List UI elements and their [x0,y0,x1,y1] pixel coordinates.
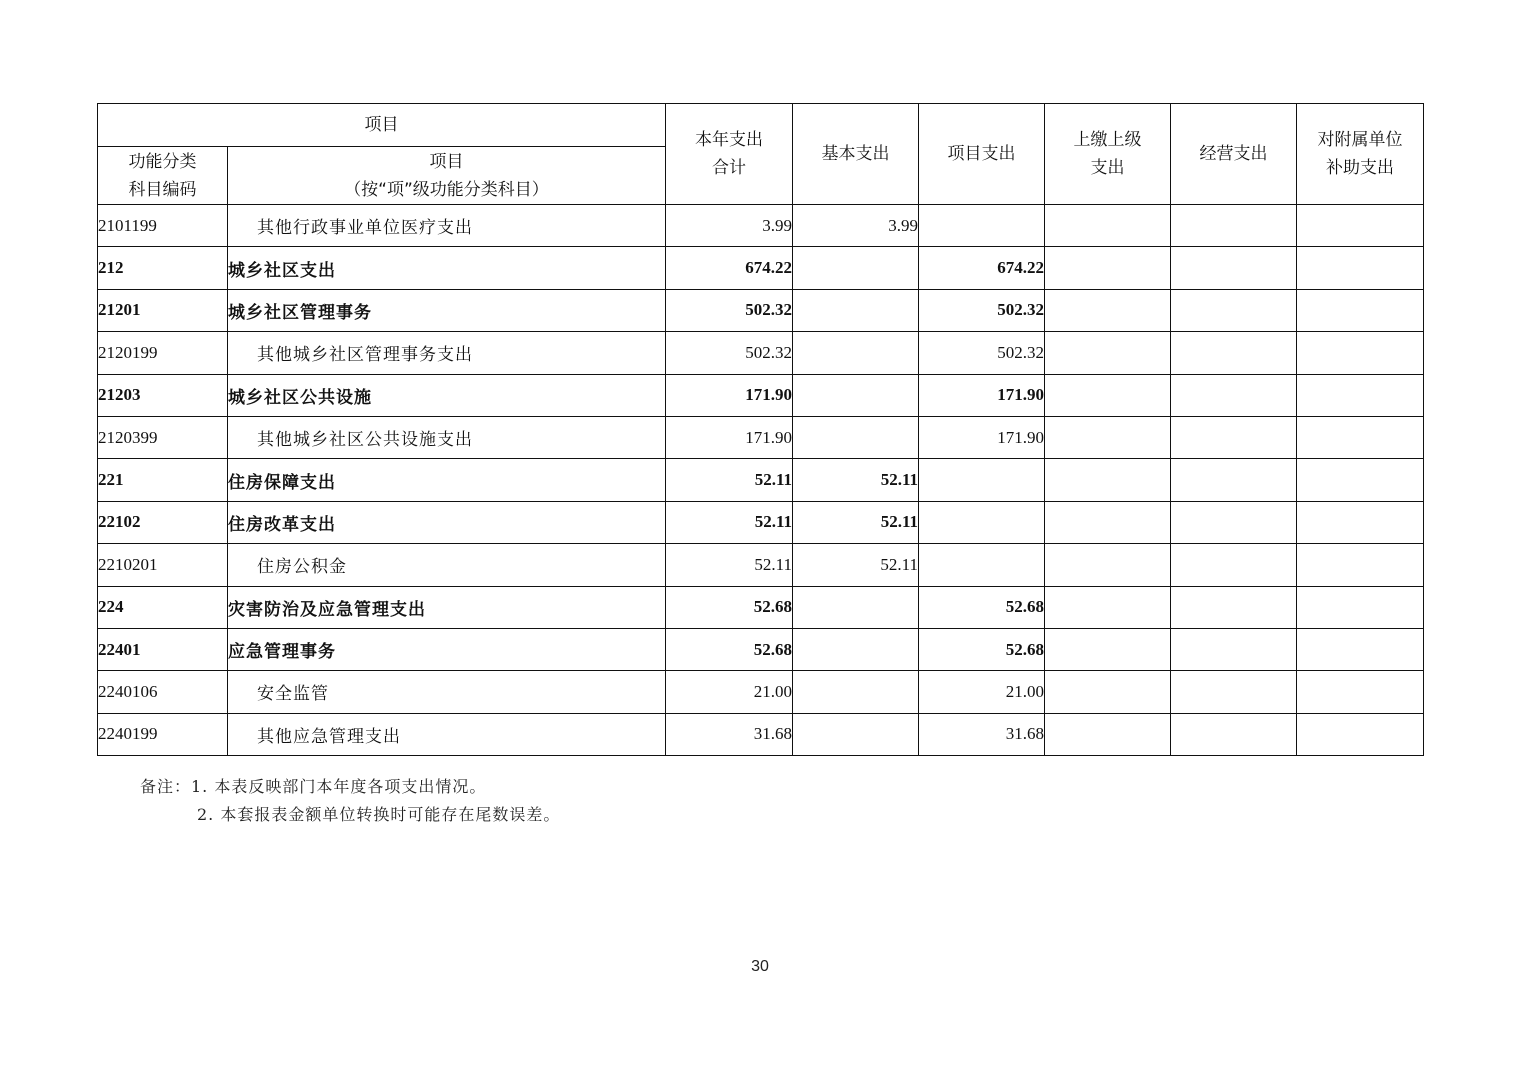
cell-total: 52.11 [666,459,793,501]
cell-basic [793,374,919,416]
cell-code: 21201 [98,289,228,331]
cell-remit [1045,501,1171,543]
cell-basic: 52.11 [793,544,919,586]
table-body [98,205,1424,756]
table-row [98,586,1424,628]
cell-name: 其他城乡社区管理事务支出 [228,332,666,374]
cell-operating [1171,374,1297,416]
cell-operating [1171,459,1297,501]
cell-name: 住房公积金 [228,544,666,586]
cell-code: 22401 [98,628,228,670]
cell-operating [1171,544,1297,586]
cell-code: 2120399 [98,416,228,458]
cell-remit [1045,713,1171,755]
cell-remit [1045,459,1171,501]
cell-code: 2101199 [98,205,228,247]
cell-operating [1171,247,1297,289]
cell-project [919,544,1045,586]
cell-project: 31.68 [919,713,1045,755]
cell-basic: 52.11 [793,459,919,501]
cell-remit [1045,544,1171,586]
header-remit [1045,104,1171,205]
cell-operating [1171,289,1297,331]
cell-remit [1045,628,1171,670]
header-subsidy-line2: 补助支出 [1326,158,1394,178]
cell-name: 城乡社区管理事务 [228,289,666,331]
header-item-group: 项目 [98,104,666,147]
cell-remit [1045,289,1171,331]
cell-project: 502.32 [919,289,1045,331]
cell-project [919,205,1045,247]
header-project: 项目支出 [919,104,1045,205]
cell-subsidy [1297,544,1424,586]
cell-code: 2240106 [98,671,228,713]
cell-basic [793,713,919,755]
cell-operating [1171,586,1297,628]
table-row [98,628,1424,670]
cell-project: 52.68 [919,628,1045,670]
cell-project: 502.32 [919,332,1045,374]
cell-operating [1171,671,1297,713]
header-total-line2: 合计 [712,158,746,178]
table-row [98,671,1424,713]
cell-name: 城乡社区支出 [228,247,666,289]
cell-remit [1045,416,1171,458]
page-number: 30 [751,958,769,975]
cell-name: 住房保障支出 [228,459,666,501]
cell-total: 52.11 [666,544,793,586]
header-operating: 经营支出 [1171,104,1297,205]
cell-code: 2240199 [98,713,228,755]
cell-project: 171.90 [919,374,1045,416]
cell-name: 其他城乡社区公共设施支出 [228,416,666,458]
cell-basic [793,332,919,374]
header-code [98,147,228,205]
cell-operating [1171,332,1297,374]
header-basic: 基本支出 [793,104,919,205]
header-item [228,147,666,205]
cell-subsidy [1297,628,1424,670]
cell-subsidy [1297,501,1424,543]
cell-total: 52.68 [666,586,793,628]
cell-total: 171.90 [666,416,793,458]
cell-name: 安全监管 [228,671,666,713]
cell-subsidy [1297,332,1424,374]
header-total [666,104,793,205]
cell-subsidy [1297,205,1424,247]
cell-code: 221 [98,459,228,501]
table-row [98,459,1424,501]
cell-total: 21.00 [666,671,793,713]
cell-total: 674.22 [666,247,793,289]
cell-total: 3.99 [666,205,793,247]
cell-remit [1045,205,1171,247]
table-row [98,544,1424,586]
cell-remit [1045,374,1171,416]
cell-name: 住房改革支出 [228,501,666,543]
table-row [98,374,1424,416]
cell-operating [1171,713,1297,755]
cell-remit [1045,586,1171,628]
cell-code: 21203 [98,374,228,416]
header-remit-line1: 上缴上级 [1073,130,1142,150]
cell-project [919,459,1045,501]
table-header [98,104,1424,205]
header-code-line2: 科目编码 [128,179,197,200]
cell-subsidy [1297,713,1424,755]
cell-subsidy [1297,671,1424,713]
cell-total: 502.32 [666,332,793,374]
cell-basic [793,586,919,628]
cell-subsidy [1297,374,1424,416]
cell-operating [1171,501,1297,543]
cell-code: 224 [98,586,228,628]
cell-basic [793,671,919,713]
header-item-line2: （按“项”级功能分类科目） [344,179,549,200]
cell-operating [1171,205,1297,247]
cell-project [919,501,1045,543]
table-row [98,205,1424,247]
table-row [98,416,1424,458]
cell-project: 674.22 [919,247,1045,289]
cell-subsidy [1297,586,1424,628]
notes [140,773,560,829]
table-row [98,247,1424,289]
note-line-2: 2. 本套报表金额单位转换时可能存在尾数误差。 [197,805,561,824]
cell-basic [793,628,919,670]
header-item-line1: 项目 [429,151,464,172]
cell-total: 171.90 [666,374,793,416]
cell-remit [1045,671,1171,713]
table-row [98,332,1424,374]
table-row [98,501,1424,543]
cell-remit [1045,247,1171,289]
cell-subsidy [1297,416,1424,458]
cell-project: 52.68 [919,586,1045,628]
expenditure-table [97,103,1424,756]
cell-total: 502.32 [666,289,793,331]
cell-code: 2120199 [98,332,228,374]
cell-name: 应急管理事务 [228,628,666,670]
cell-total: 31.68 [666,713,793,755]
table-row [98,289,1424,331]
cell-basic: 3.99 [793,205,919,247]
table-row [98,713,1424,755]
cell-total: 52.68 [666,628,793,670]
cell-subsidy [1297,289,1424,331]
cell-name: 城乡社区公共设施 [228,374,666,416]
cell-code: 2210201 [98,544,228,586]
cell-basic [793,289,919,331]
cell-basic: 52.11 [793,501,919,543]
header-remit-line2: 支出 [1090,158,1125,178]
cell-basic [793,247,919,289]
cell-operating [1171,628,1297,670]
header-code-line1: 功能分类 [128,151,197,172]
cell-project: 21.00 [919,671,1045,713]
header-subsidy [1297,104,1424,205]
header-total-line1: 本年支出 [695,130,763,150]
cell-remit [1045,332,1171,374]
cell-subsidy [1297,459,1424,501]
cell-name: 灾害防治及应急管理支出 [228,586,666,628]
cell-code: 22102 [98,501,228,543]
header-subsidy-line1: 对附属单位 [1317,130,1403,150]
cell-operating [1171,416,1297,458]
cell-code: 212 [98,247,228,289]
note-line-1: 备注：1. 本表反映部门本年度各项支出情况。 [140,777,487,796]
cell-subsidy [1297,247,1424,289]
cell-total: 52.11 [666,501,793,543]
cell-name: 其他应急管理支出 [228,713,666,755]
cell-basic [793,416,919,458]
cell-project: 171.90 [919,416,1045,458]
cell-name: 其他行政事业单位医疗支出 [228,205,666,247]
